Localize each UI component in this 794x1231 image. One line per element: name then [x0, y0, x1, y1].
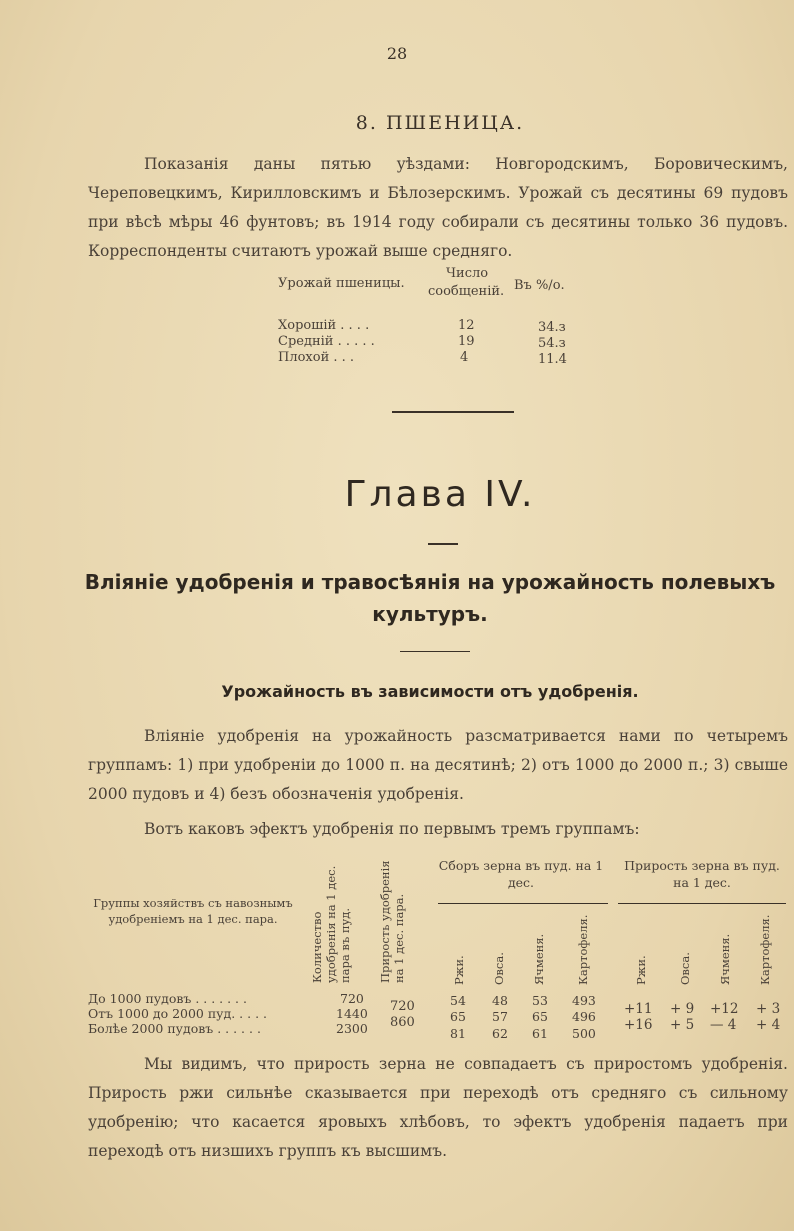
- wheat-col-header-count-2: сообщеній.: [428, 284, 505, 299]
- chapter-title: Глава IV.: [344, 474, 536, 515]
- wheat-row-pct: 54.з: [538, 336, 566, 351]
- chapter-heading: Вліяніе удобренія и травосѣянія на урожайность полевыхъ культуръ.: [84, 570, 776, 626]
- table-cell-qty: 2300: [336, 1021, 368, 1036]
- growth-header-barley: Ячменя.: [718, 933, 732, 985]
- crop-header-barley: Ячменя.: [532, 933, 546, 985]
- table-cell-increment: 720: [390, 999, 415, 1014]
- paragraph-effect-intro: Вотъ каковъ эфектъ удобренія по первымъ тремъ группамъ:: [144, 820, 640, 838]
- table-cell-growth: +16: [624, 1017, 653, 1033]
- divider: [618, 903, 786, 904]
- table-cell-harvest: 53: [532, 993, 548, 1008]
- table-header-groups: Группы хозяйствъ съ навознымъ удобреніемъ на 1 дес. пара.: [93, 896, 293, 926]
- table-cell-qty: 720: [340, 991, 364, 1006]
- wheat-row-count: 12: [458, 318, 475, 333]
- paragraph-conclusion: Мы видимъ, что прирость зерна не совпадаетъ съ приростомъ удобренія. Прирость ржи сильнѣе сказывается при переходѣ отъ средняго съ сильному удобренію; что касается яровыхъ хлѣбовъ, то эфектъ удобренія падаетъ при переходѣ отъ низшихъ группъ къ высшимъ.: [88, 1055, 788, 1160]
- table-cell-growth: + 5: [670, 1017, 695, 1033]
- table-cell-increment: 860: [390, 1015, 415, 1030]
- table-cell-harvest: 48: [492, 993, 508, 1008]
- table-cell-harvest: 61: [532, 1026, 548, 1041]
- table-cell-harvest: 493: [572, 993, 596, 1008]
- table-cell-growth: + 9: [670, 1001, 695, 1017]
- fertilizer-table: [88, 845, 788, 1045]
- table-cell-harvest: 65: [532, 1009, 548, 1024]
- table-row-group: Болѣе 2000 пудовъ . . . . . .: [88, 1021, 261, 1036]
- crop-header-potato: Картофеля.: [576, 914, 590, 985]
- divider: [392, 411, 514, 413]
- table-cell-harvest: 57: [492, 1009, 508, 1024]
- table-header-quantity: Количество удобренія на 1 дес. пара въ пуд.: [310, 865, 352, 983]
- table-cell-harvest: 500: [572, 1026, 596, 1041]
- table-cell-growth: +12: [710, 1001, 739, 1017]
- table-cell-harvest: 62: [492, 1026, 508, 1041]
- paragraph-wheat: Показанія даны пятью уѣздами: Новгородскимъ, Боровическимъ, Череповецкимъ, Кирилловскимъ и Бѣлозерскимъ. Урожай съ десятины 69 пудовъ при вѣсѣ мѣры 46 фунтовъ; въ 1914 году собирали съ десятины только 36 пудовъ. Корреспонденты считаютъ урожай выше средняго.: [88, 155, 788, 260]
- table-cell-harvest: 54: [450, 993, 466, 1008]
- table-cell-qty: 1440: [336, 1006, 368, 1021]
- wheat-row-pct: 11.4: [538, 352, 567, 367]
- divider: [428, 543, 458, 545]
- wheat-col-header-pct: Въ %/о.: [514, 278, 565, 293]
- wheat-row-label: Плохой . . .: [278, 350, 355, 365]
- divider: [438, 903, 608, 904]
- section-subheading: Урожайность въ зависимости отъ удобренія.: [221, 682, 639, 701]
- wheat-row-pct: 34.з: [538, 320, 566, 335]
- page-number: 28: [386, 44, 408, 63]
- table-row-group: До 1000 пудовъ . . . . . . .: [88, 991, 247, 1006]
- section-title: 8. ПШЕНИЦА.: [355, 112, 525, 134]
- wheat-row-label: Средній . . . . .: [278, 334, 375, 349]
- table-cell-growth: + 4: [756, 1017, 781, 1033]
- paragraph-groups: Вліяніе удобренія на урожайность разсматривается нами по четыремъ группамъ: 1) при удобреніи до 1000 п. на десятинѣ; 2) отъ 1000 до 2000 п.; 3) свыше 2000 пудовъ и 4) безъ обозначенія удобренія.: [88, 727, 788, 803]
- wheat-row-count: 4: [460, 350, 469, 365]
- crop-header-oats: Овса.: [492, 952, 506, 985]
- wheat-row-count: 19: [458, 334, 475, 349]
- table-header-increment: Прирость удобренія на 1 дес. пара.: [378, 860, 406, 983]
- table-cell-growth: — 4: [710, 1017, 737, 1033]
- growth-header-potato: Картофеля.: [758, 914, 772, 985]
- growth-header-rye: Ржи.: [634, 955, 648, 985]
- table-row-group: Отъ 1000 до 2000 пуд. . . . .: [88, 1006, 267, 1021]
- table-header-harvest: Сборъ зерна въ пуд. на 1 дес.: [438, 858, 604, 890]
- wheat-col-header-harvest: Урожай пшеницы.: [278, 276, 405, 291]
- divider: [400, 651, 470, 652]
- wheat-col-header-count-1: Число: [446, 266, 489, 281]
- growth-header-oats: Овса.: [678, 952, 692, 985]
- table-cell-harvest: 496: [572, 1009, 596, 1024]
- table-header-growth: Прирость зерна въ пуд. на 1 дес.: [624, 858, 780, 890]
- wheat-row-label: Хорошій . . . .: [278, 318, 370, 333]
- table-cell-harvest: 65: [450, 1009, 466, 1024]
- table-cell-growth: + 3: [756, 1001, 781, 1017]
- crop-header-rye: Ржи.: [452, 955, 466, 985]
- table-cell-harvest: 81: [450, 1026, 466, 1041]
- table-cell-growth: +11: [624, 1001, 653, 1017]
